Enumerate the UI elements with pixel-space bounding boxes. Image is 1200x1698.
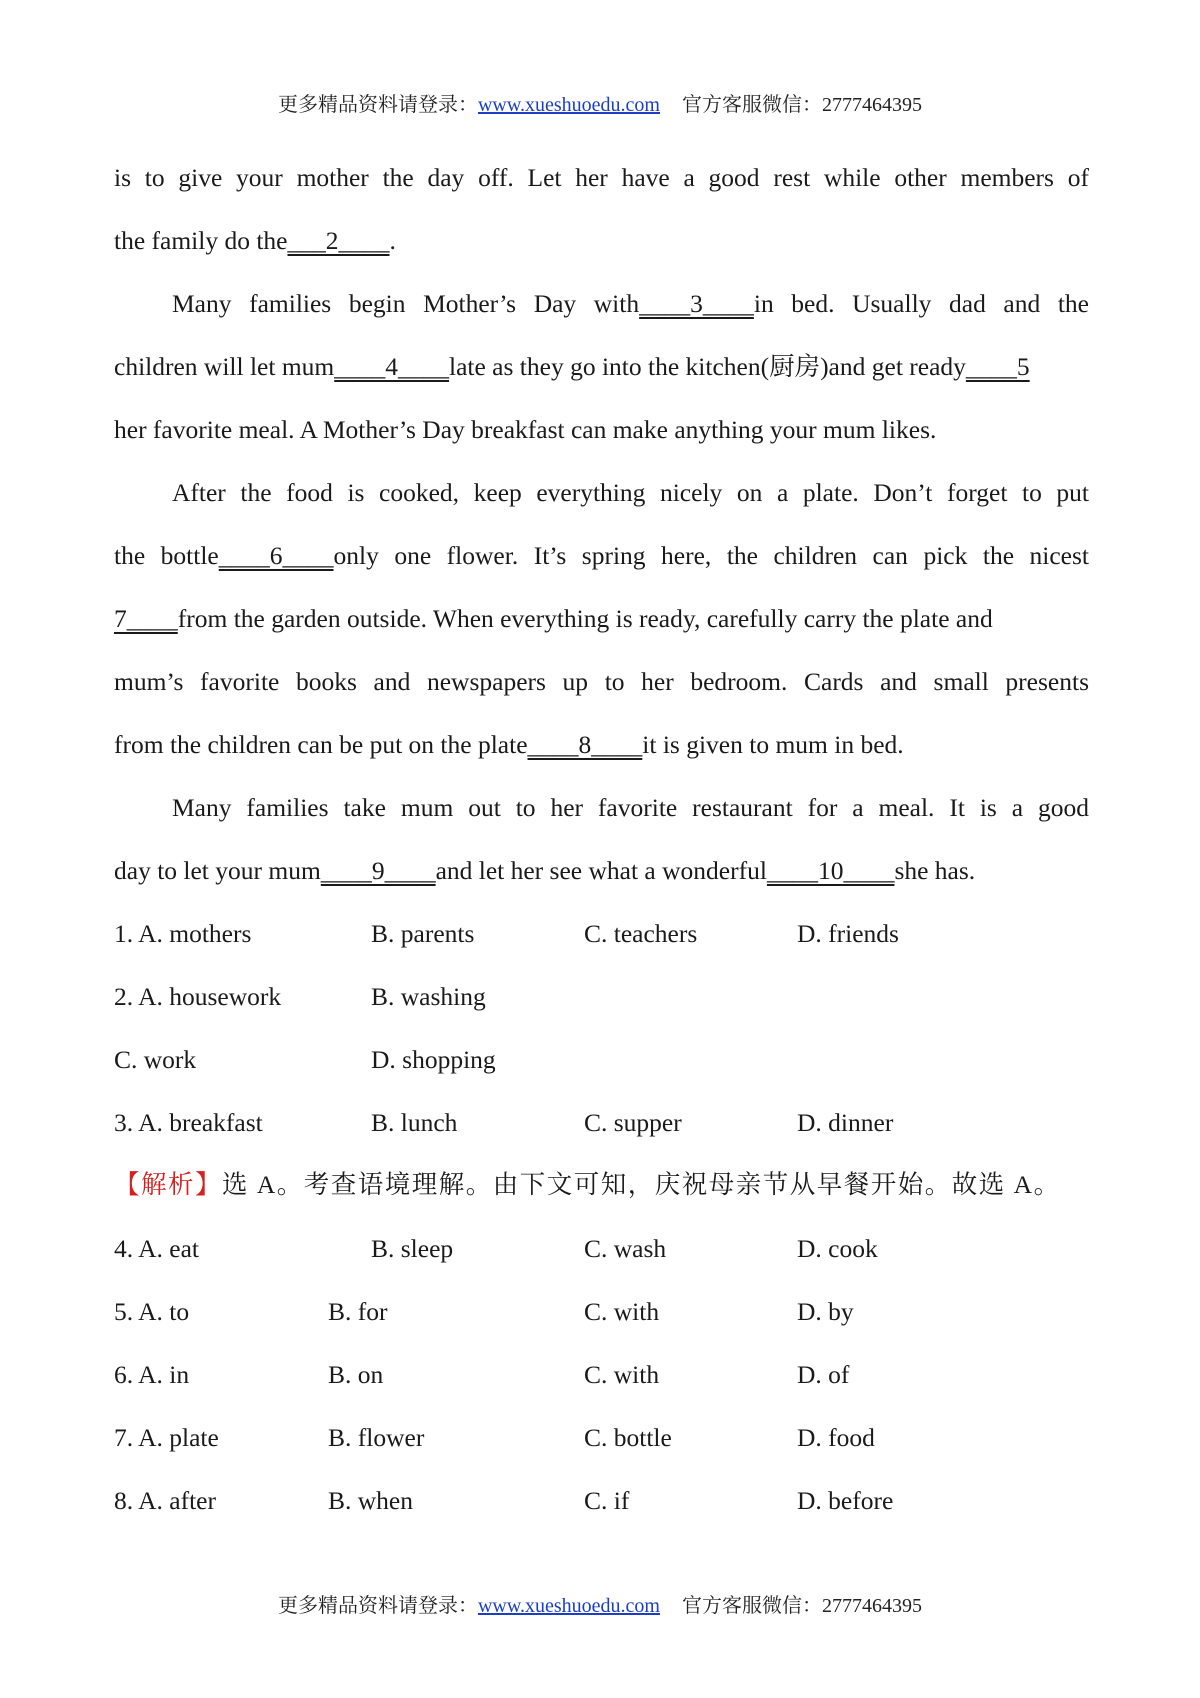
passage-line-2: the family do the___2____. <box>114 226 396 255</box>
option-b: B. lunch <box>371 1108 458 1137</box>
passage-line-9: mum’s favorite books and newspapers up to her bedroom. Cards and small presents <box>114 667 1089 696</box>
passage-line-1: is to give your mother the day off. Let her have a good rest while other members of <box>114 163 1089 192</box>
option-d: D. dinner <box>797 1108 894 1137</box>
option-d: D. food <box>797 1423 875 1452</box>
passage-line-8: 7____from the garden outside. When everything is ready, carefully carry the plate and <box>114 604 993 633</box>
option-d: D. friends <box>797 919 899 948</box>
blank-4: ____4____ <box>334 352 449 381</box>
option-c: C. with <box>584 1360 660 1389</box>
option-a: 8. A. after <box>114 1486 216 1515</box>
blank-7: 7____ <box>114 604 178 633</box>
passage-line-6: After the food is cooked, keep everything nicely on a plate. Don’t forget to put <box>172 478 1089 507</box>
blank-5: ____5 <box>965 352 1030 381</box>
option-c: C. wash <box>584 1234 667 1263</box>
page-footer <box>0 1589 1200 1618</box>
blank-10: ____10____ <box>766 856 895 885</box>
option-a: 4. A. eat <box>114 1234 199 1263</box>
passage-line-11: Many families take mum out to her favorite restaurant for a meal. It is a good <box>172 793 1089 822</box>
option-b: B. washing <box>371 982 486 1011</box>
option-a: 7. A. plate <box>114 1423 219 1452</box>
header-website-link[interactable]: www.xueshuoedu.com <box>477 94 660 116</box>
option-b: B. parents <box>371 919 475 948</box>
header-service-contact: 官方客服微信：2777464395 <box>682 94 922 116</box>
option-d: D. shopping <box>371 1045 496 1074</box>
option-c: C. work <box>114 1045 197 1074</box>
blank-6: ____6____ <box>218 541 334 570</box>
passage-line-3: Many families begin Mother’s Day with____3____in bed. Usually dad and the <box>172 289 1089 318</box>
blank-8: ____8____ <box>527 730 643 759</box>
option-d: D. cook <box>797 1234 878 1263</box>
option-b: B. flower <box>328 1423 425 1452</box>
option-c: C. bottle <box>584 1423 672 1452</box>
option-b: B. sleep <box>371 1234 454 1263</box>
passage-line-4: children will let mum____4____late as they go into the kitchen(厨房)and get ready____5 <box>114 352 1030 381</box>
passage-line-12: day to let your mum____9____and let her see what a wonderful____10____she has. <box>114 856 976 885</box>
option-a: 2. A. housework <box>114 982 282 1011</box>
option-b: B. when <box>328 1486 413 1515</box>
footer-service-contact: 官方客服微信：2777464395 <box>682 1595 922 1617</box>
analysis-tag: 【解析】 <box>114 1170 223 1199</box>
footer-prefix: 更多精品资料请登录： <box>277 1595 478 1617</box>
blank-2: ___2____ <box>287 226 390 255</box>
option-b: B. for <box>328 1297 388 1326</box>
option-a: 1. A. mothers <box>114 919 252 948</box>
option-c: C. with <box>584 1297 660 1326</box>
option-b: B. on <box>328 1360 384 1389</box>
option-c: C. teachers <box>584 919 698 948</box>
blank-3: ____3____ <box>639 289 754 318</box>
passage-line-10: from the children can be put on the plate____8____it is given to mum in bed. <box>114 730 904 759</box>
option-a: 5. A. to <box>114 1297 190 1326</box>
option-c: C. supper <box>584 1108 682 1137</box>
option-d: D. before <box>797 1486 894 1515</box>
header-prefix: 更多精品资料请登录： <box>277 94 478 116</box>
option-a: 3. A. breakfast <box>114 1108 263 1137</box>
blank-9: ____9____ <box>320 856 436 885</box>
passage-line-7: the bottle____6____only one flower. It’s spring here, the children can pick the nicest <box>114 541 1089 570</box>
analysis-text: 选 A。考查语境理解。由下文可知，庆祝母亲节从早餐开始。故选 A。 <box>222 1170 1061 1199</box>
page-header <box>0 88 1200 117</box>
option-c: C. if <box>584 1486 630 1515</box>
option-a: 6. A. in <box>114 1360 190 1389</box>
passage-line-5: her favorite meal. A Mother’s Day breakfast can make anything your mum likes. <box>114 415 937 444</box>
option-d: D. by <box>797 1297 854 1326</box>
analysis-note <box>114 1172 1061 1198</box>
option-d: D. of <box>797 1360 850 1389</box>
footer-website-link[interactable]: www.xueshuoedu.com <box>477 1595 660 1617</box>
